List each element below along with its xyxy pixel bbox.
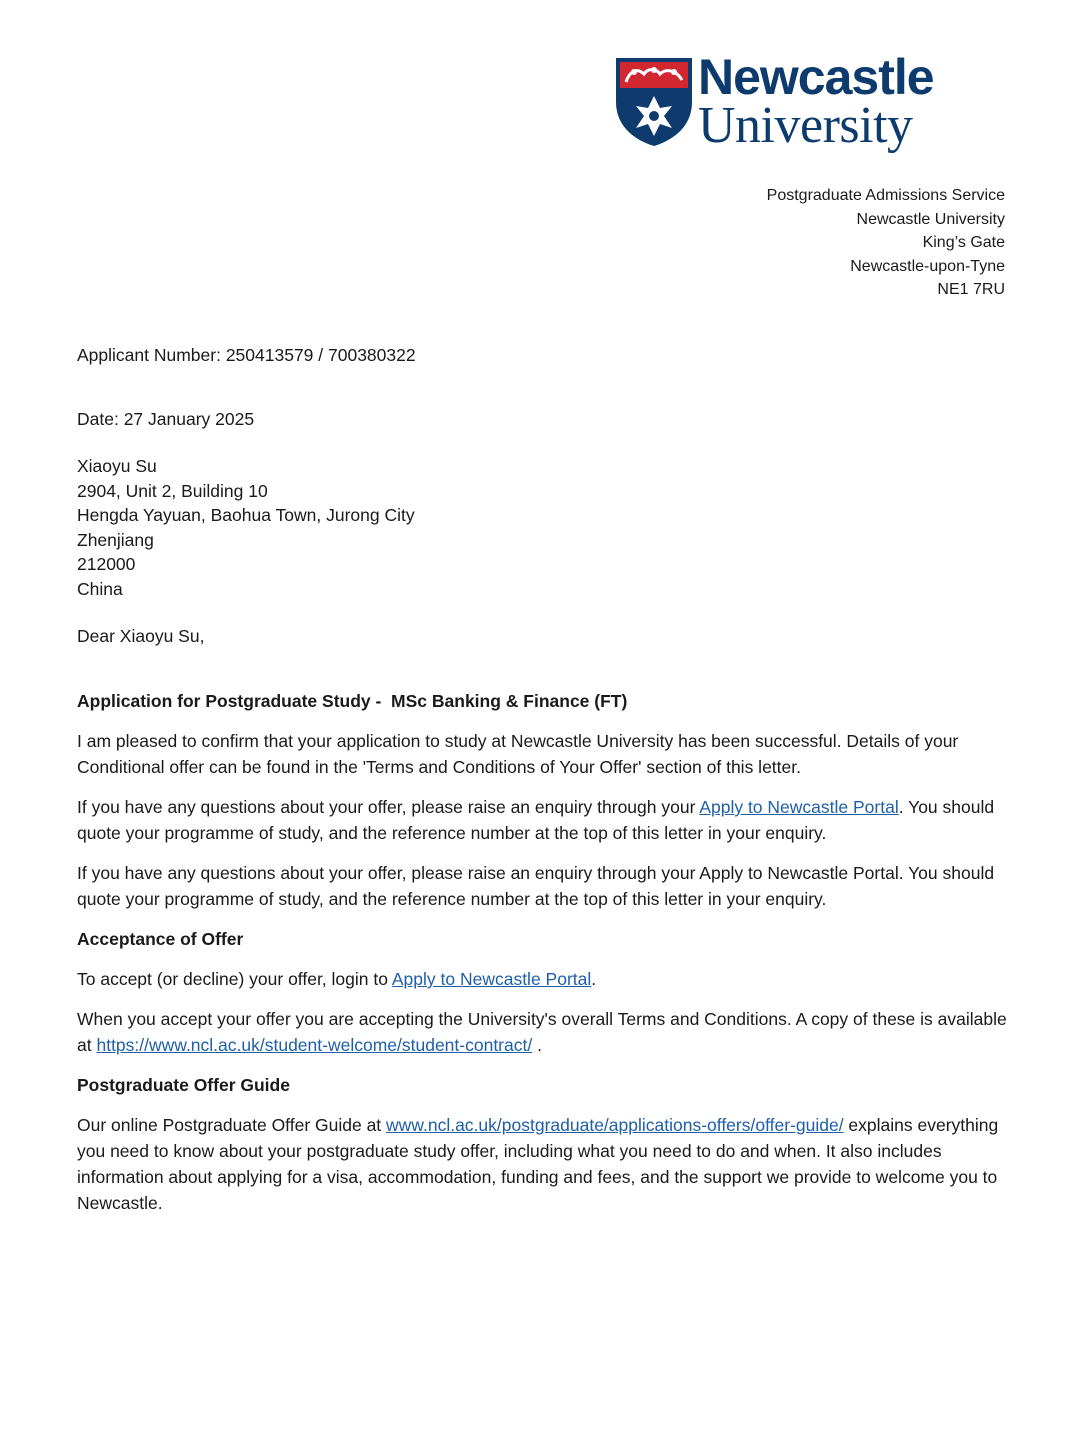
apply-portal-link[interactable]: Apply to Newcastle Portal — [699, 797, 899, 817]
newcastle-university-logo — [614, 49, 964, 156]
sender-address — [767, 184, 1005, 302]
paragraph-text: When you accept your offer you are accepting the University's overall Terms and Conditions. A copy of these is available at — [77, 1009, 1007, 1055]
paragraph-text: Our online Postgraduate Offer Guide at — [77, 1115, 387, 1135]
offer-guide-heading: Postgraduate Offer Guide — [77, 1075, 290, 1095]
recipient-address-line: Hengda Yayuan, Baohua Town, Jurong City — [77, 505, 415, 525]
recipient-address-line: China — [77, 578, 123, 599]
recipient-address-line: Zhenjiang — [77, 529, 154, 550]
recipient-address-line: Xiaoyu Su — [77, 456, 157, 476]
paragraph-text: To accept (or decline) your offer, login to — [77, 969, 392, 989]
university-crest-icon — [614, 56, 694, 148]
recipient-address-line: 212000 — [77, 554, 136, 574]
subject-heading: Application for Postgraduate Study - MSc Banking & Finance (FT) — [77, 691, 628, 711]
sender-address-line: NE1 7RU — [937, 281, 1005, 299]
paragraph-accept — [77, 966, 1017, 992]
salutation: Dear Xiaoyu Su, — [77, 626, 205, 646]
student-contract-link[interactable]: https://www.ncl.ac.uk/student-welcome/student-contract/ — [96, 1035, 533, 1055]
paragraph-text: . You should quote your programme of study, and the reference number at the top of this letter in your enquiry. — [77, 797, 995, 843]
applicant-number: Applicant Number: 250413579 / 700380322 — [77, 345, 416, 365]
paragraph-offer-guide — [77, 1112, 1017, 1216]
paragraph-text: . — [532, 1035, 542, 1055]
sender-address-line: King’s Gate — [922, 234, 1005, 252]
paragraph-questions — [77, 794, 1017, 846]
paragraph-text: explains everything you need to know about your postgraduate study offer, including what you need to do and when. It also includes information about applying for a visa, accommodation, funding and fees, and the support we provide to welcome you to Newcastle. — [77, 1115, 999, 1213]
letter-body — [77, 688, 1017, 1230]
apply-portal-login-link[interactable]: Apply to Newcastle Portal — [391, 969, 592, 989]
logo-wordmark-university: University — [698, 97, 913, 154]
paragraph-questions-repeat: If you have any questions about your offer, please raise an enquiry through your Apply to Newcastle Portal. You should quote your programme of study, and the reference number at the top of this letter in your enquiry. — [77, 863, 995, 909]
sender-address-line: Newcastle-upon-Tyne — [850, 257, 1005, 275]
acceptance-heading: Acceptance of Offer — [77, 929, 244, 949]
letter-date: Date: 27 January 2025 — [77, 409, 255, 429]
recipient-address-line: 2904, Unit 2, Building 10 — [77, 480, 268, 501]
sender-address-line: Postgraduate Admissions Service — [766, 187, 1005, 204]
paragraph-text: If you have any questions about your offer, please raise an enquiry through your — [77, 797, 700, 817]
sender-address-line: Newcastle University — [856, 210, 1005, 228]
paragraph-text: . — [591, 969, 597, 989]
offer-guide-link[interactable]: www.ncl.ac.uk/postgraduate/applications-offers/offer-guide/ — [386, 1115, 844, 1135]
paragraph-terms — [77, 1006, 1017, 1058]
recipient-address — [77, 454, 415, 601]
logo-wordmark-newcastle: Newcastle — [698, 49, 934, 105]
paragraph-confirmation: I am pleased to confirm that your application to study at Newcastle University has been successful. Details of your Conditional offer can be found in the 'Terms and Conditions of Your Offer' section of this letter. — [77, 731, 959, 777]
